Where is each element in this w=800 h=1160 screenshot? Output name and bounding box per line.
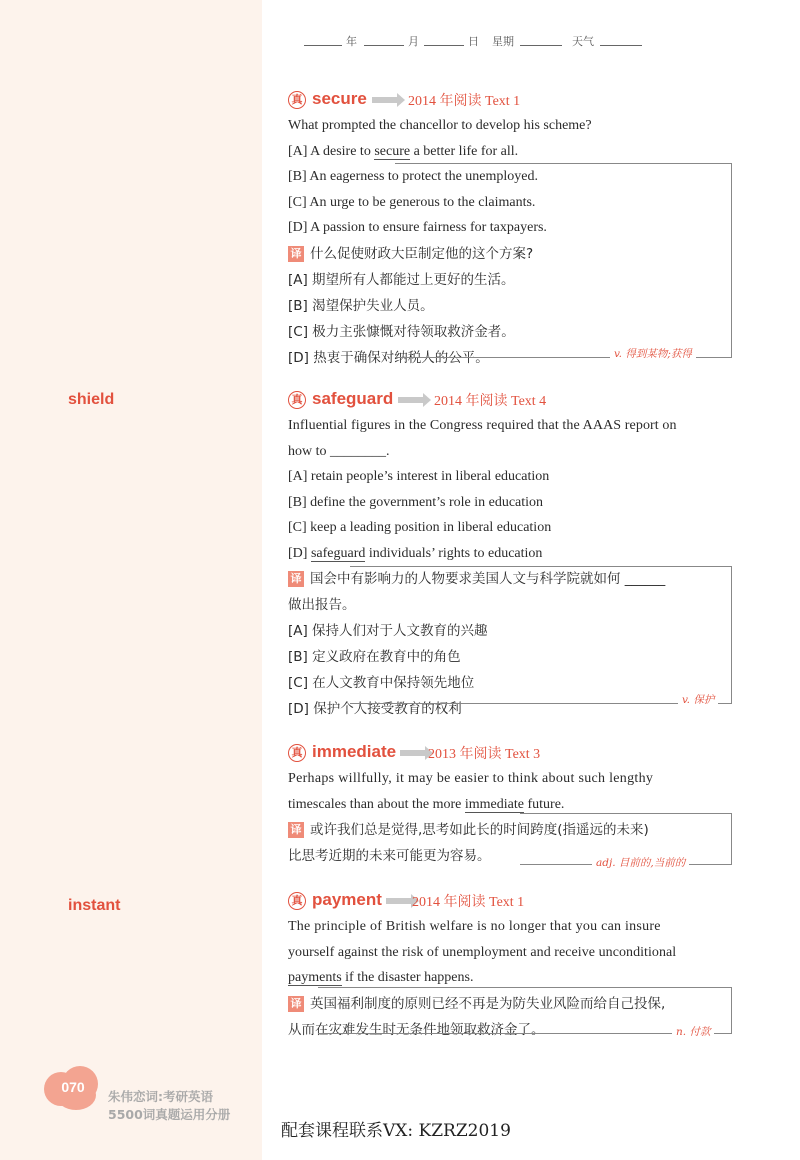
gloss-bracket [350,566,732,704]
yi-icon: 译 [288,822,304,838]
option-a: [A] retain people’s interest in liberal education [288,469,550,484]
gloss-label: v. 保护 [678,692,718,707]
sidebar-word-instant: instant [68,897,121,914]
translation-line-2: 从而在灾难发生时无条件地领取救济金了。 [288,1021,545,1038]
option-b: [B] An eagerness to protect the unemployed. [288,169,538,184]
entry-title [288,890,728,914]
entry-title [288,389,728,413]
highlighted-word: safeguard [310,545,366,561]
question-line-1: Influential figures in the Congress required that the AAAS report on [288,418,677,433]
month-label: 月 [408,35,419,48]
option-b: [B] define the government’s role in education [288,494,544,510]
option-c: [C] An urge to be generous to the claimants. [288,194,536,210]
source-label: 2013 年阅读 Text 3 [428,747,541,762]
option-zh-a: [A] 保持人们对于人文教育的兴趣 [288,623,488,639]
left-sidebar [0,0,262,1160]
yi-icon: 译 [288,246,304,262]
option-d: [D] A passion to ensure fairness for taxpayers. [288,220,547,235]
source-label: 2014 年阅读 Text 4 [434,394,547,409]
question: What prompted the chancellor to develop his scheme? [288,118,592,133]
option-c: [C] keep a leading position in liberal education [288,520,552,535]
year-label: 年 [346,35,357,48]
translation: 译 什么促使财政大臣制定他的这个方案? [288,241,728,267]
headword: payment [312,890,382,909]
option-zh-b: [B] 定义政府在教育中的角色 [288,649,461,665]
weekday-label: 星期 [492,35,514,48]
translation-line-1: 译 英国福利制度的原则已经不再是为防失业风险而给自己投保, [288,991,728,1017]
footer-contact: 配套课程联系VX: KZRZ2019 [281,1121,511,1141]
sentence-line-1: The principle of British welfare is no longer that you can insure [288,919,661,934]
page-number: 070 [61,1079,85,1095]
entry-title [288,742,728,766]
option-zh-a: [A] 期望所有人都能过上更好的生活。 [288,271,515,288]
translation-line-2: 做出报告。 [288,597,356,613]
weather-label: 天气 [572,35,594,48]
option-zh-d: [D] 保护个人接受教育的权利 [288,701,462,717]
headword: safeguard [312,389,394,408]
gloss-label: n. 付款 [672,1024,714,1039]
question-line-2: how to ________. [288,443,390,459]
source-label: 2014 年阅读 Text 1 [408,94,521,109]
zhen-icon: 真 [288,91,306,109]
sentence-line-3: payments if the disaster happens. [288,970,474,985]
translation-line-1: 译 国会中有影响力的人物要求美国人文与科学院就如何 ______ [288,566,728,592]
headword: immediate [312,742,397,761]
source-label: 2014 年阅读 Text 1 [412,895,525,910]
translation-line-1: 译 或许我们总是觉得,思考如此长的时间跨度(指遥远的未来) [288,817,728,843]
option-zh-b: [B] 渴望保护失业人员。 [288,297,434,314]
headword: secure [312,89,367,108]
day-label: 日 [468,35,479,48]
sidebar-word-shield: shield [68,391,115,408]
option-d: [D] safeguard individuals’ rights to education [288,545,543,561]
highlighted-word: immediate [464,796,524,812]
option-a: [A] A desire to secure a better life for all. [288,143,519,159]
zhen-icon: 真 [288,744,306,762]
sentence-line-2: timescales than about the more immediate future. [288,796,565,812]
translation-line-2: 比思考近期的未来可能更为容易。 [288,848,491,864]
zhen-icon: 真 [288,892,306,910]
option-zh-c: [C] 在人文教育中保持领先地位 [288,675,475,691]
gloss-bracket [318,987,732,1034]
option-zh-c: [C] 极力主张慷慨对待领取救济金者。 [288,323,515,340]
yi-icon: 译 [288,571,304,587]
page-badge [44,1066,94,1110]
zhen-icon: 真 [288,391,306,409]
book-title: 朱伟恋词:考研英语 5500词真题运用分册 [108,1089,231,1122]
arrow-icon [398,397,424,403]
gloss-label: adj. 目前的,当前的 [592,855,689,870]
sentence-line-2: yourself against the risk of unemployment and receive unconditional [288,944,677,960]
yi-icon: 译 [288,996,304,1012]
gloss-bracket [395,163,732,358]
arrow-icon [372,97,398,103]
arrow-icon [386,898,412,904]
option-zh-d: [D] 热衷于确保对纳税人的公平。 [288,349,489,366]
highlighted-word: secure [374,143,411,159]
arrow-icon [400,750,426,756]
highlighted-word: payments [288,970,342,985]
gloss-label: v. 得到某物;获得 [610,346,696,361]
sentence-line-1: Perhaps willfully, it may be easier to think about such lengthy [288,771,654,786]
date-header [300,30,660,50]
entry-title [288,89,728,113]
